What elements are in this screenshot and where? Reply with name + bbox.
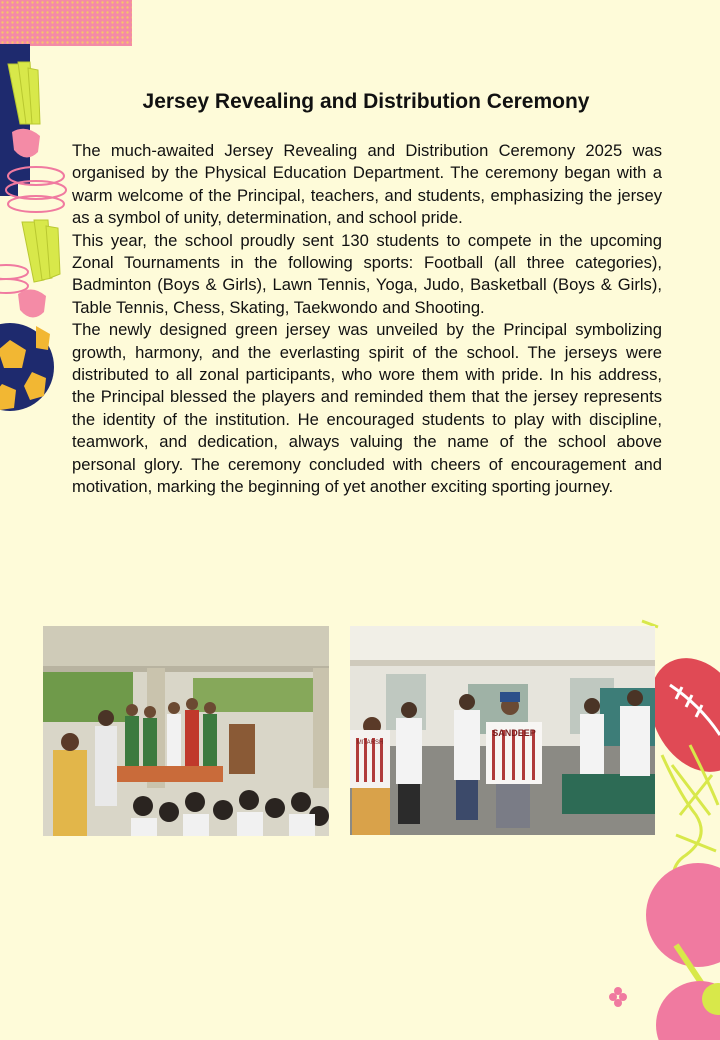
ceremony-photo-right <box>350 626 655 835</box>
football-ball-decoration <box>0 320 56 414</box>
pink-dotted-banner-decoration <box>0 0 132 46</box>
paragraph-participation: This year, the school proudly sent 130 students to compete in the upcoming Zonal Tournaments in the following sports: Football (all three categories), Badminton (Boys & Girls), Lawn Tennis, Yoga, Judo, Basketball (Boys & Girls), Table Tennis, Chess, Skating, Taekwondo and Shooting. <box>72 230 662 317</box>
ceremony-photo-left <box>43 626 329 836</box>
paragraph-intro: The much-awaited Jersey Revealing and Distribution Ceremony 2025 was organised by the Physical Education Department. The ceremony began with a warm welcome of the Principal, teachers, and students, emphasizing the jersey as a symbol of unity, determination, and school pride. <box>72 141 662 228</box>
page-title: Jersey Revealing and Distribution Ceremony <box>142 90 590 113</box>
paragraph-jersey-unveiling: The newly designed green jersey was unveiled by the Principal symbolizing growth, harmony, and the everlasting spirit of the school. The jerseys were distributed to all zonal participants, who wore them with pride. In his address, the Principal blessed the players and reminded them that the jersey represents the identity of the institution. He encouraged students to play with discipline, teamwork, and dedication, always valuing the name of the school above personal glory. The ceremony concluded with cheers of encouragement and motivation, marking the beginning of yet another exciting sporting journey. <box>72 320 662 497</box>
article-body <box>72 140 662 499</box>
jersey-name-text: SANDEEP <box>492 728 536 738</box>
jersey-name-text-left: MITARSH <box>356 740 384 746</box>
pink-flower-decoration <box>608 986 628 1008</box>
